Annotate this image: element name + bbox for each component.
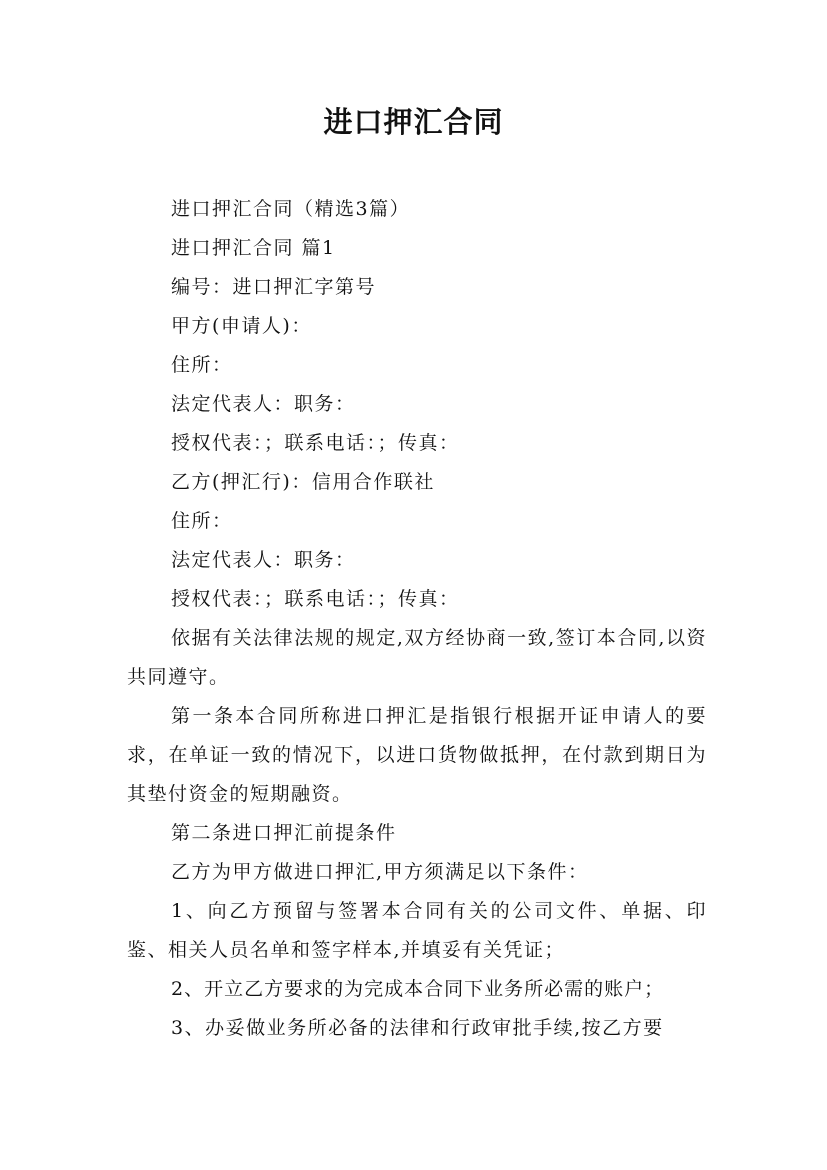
condition-2-paragraph: 2、开立乙方要求的为完成本合同下业务所必需的账户； [171, 978, 665, 1000]
party-a-legal-rep-line: 法定代表人：职务： [171, 393, 356, 415]
contract-number-line: 编号：进口押汇字第号 [171, 276, 377, 298]
document-body [127, 190, 707, 1048]
party-b-line: 乙方(押汇行)：信用合作联社 [171, 471, 435, 493]
article-2-intro: 乙方为甲方做进口押汇,甲方须满足以下条件： [171, 861, 589, 883]
subtitle-line: 进口押汇合同（精选3篇） [171, 198, 411, 220]
article-1-paragraph: 第一条本合同所称进口押汇是指银行根据开证申请人的要求，在单证一致的情况下，以进口货物做抵押，在付款到期日为其垫付资金的短期融资。 [127, 705, 707, 805]
article-2-heading: 第二条进口押汇前提条件 [171, 822, 397, 844]
party-b-legal-rep-line: 法定代表人：职务： [171, 549, 356, 571]
document-title: 进口押汇合同 [323, 105, 504, 139]
party-b-address-line: 住所： [171, 510, 233, 532]
party-a-address-line: 住所： [171, 354, 233, 376]
party-b-contact-line: 授权代表：；联系电话：；传真： [171, 588, 460, 610]
party-a-contact-line: 授权代表：；联系电话：；传真： [171, 432, 460, 454]
condition-1-paragraph: 1、向乙方预留与签署本合同有关的公司文件、单据、印鉴、相关人员名单和签字样本,并填妥有关凭证； [127, 900, 707, 961]
section-heading: 进口押汇合同 篇1 [171, 237, 336, 259]
party-a-line: 甲方(申请人)： [171, 315, 312, 337]
preamble-paragraph: 依据有关法律法规的规定,双方经协商一致,签订本合同,以资共同遵守。 [127, 627, 707, 688]
condition-3-paragraph: 3、办妥做业务所必备的法律和行政审批手续,按乙方要 [171, 1017, 664, 1039]
